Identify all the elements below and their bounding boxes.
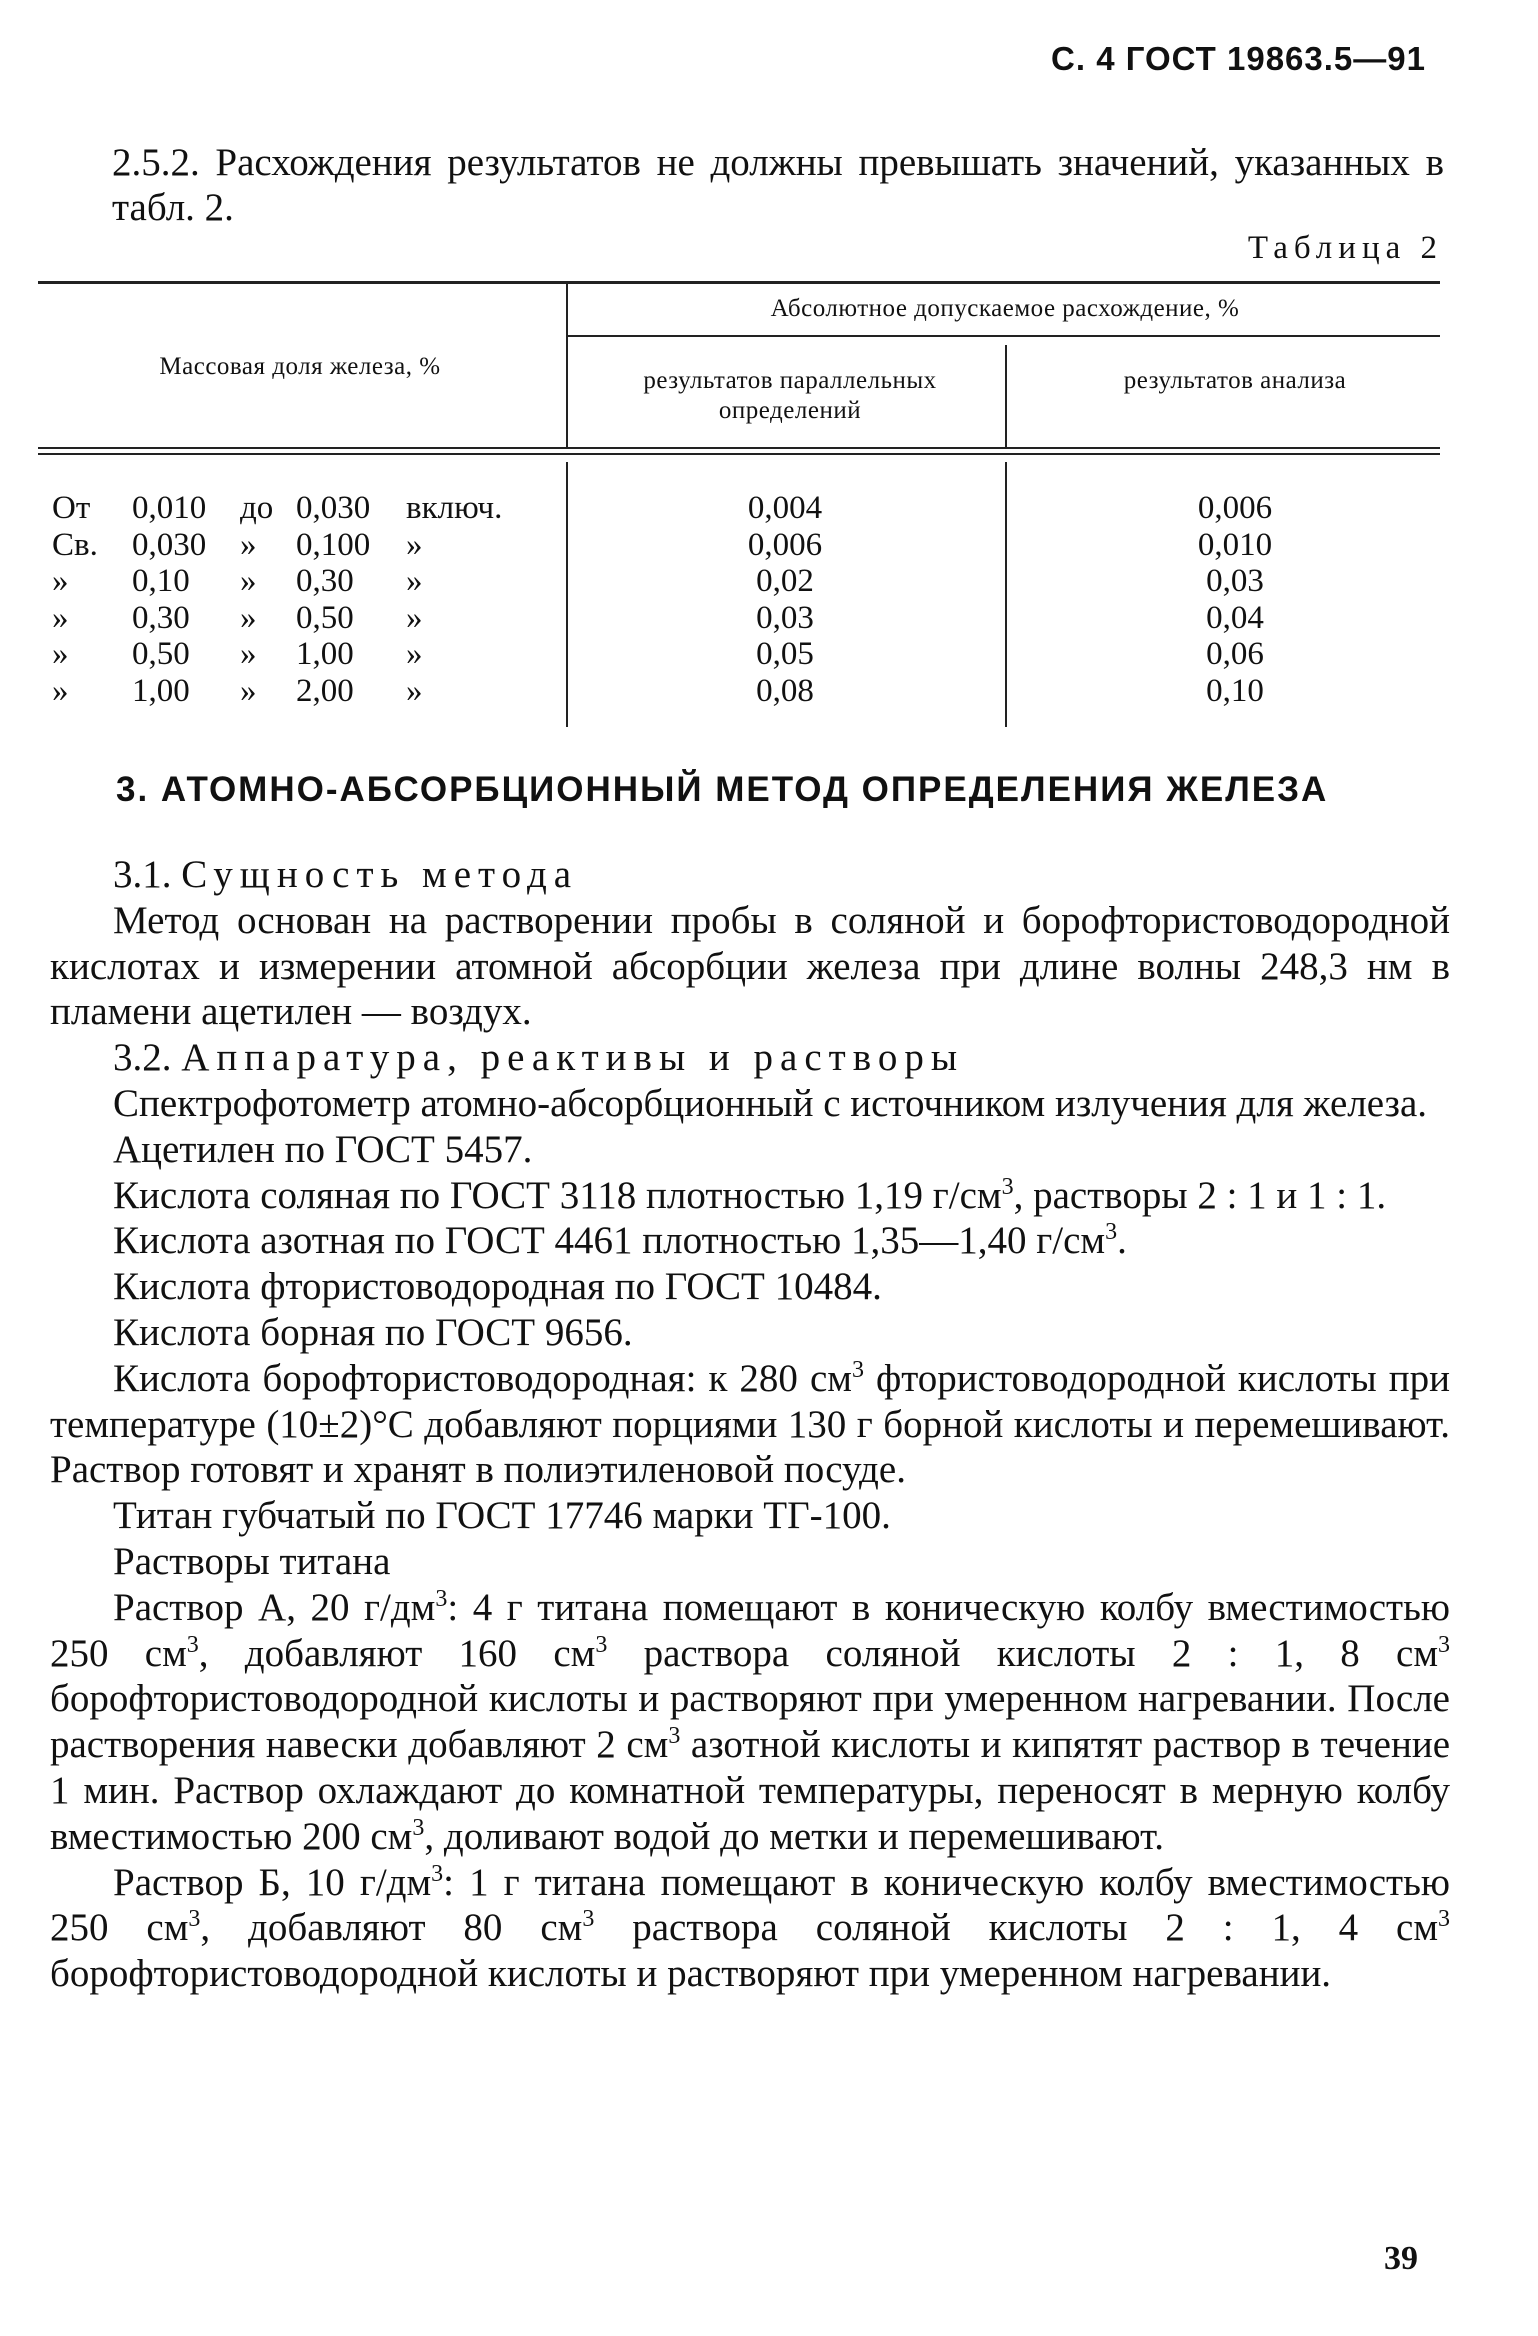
mass-range-to: 0,30 — [296, 563, 354, 599]
mass-range-suf: » — [406, 563, 423, 599]
table-analysis-column — [1130, 490, 1340, 709]
mass-range-from: 0,30 — [132, 599, 190, 636]
table-row — [52, 636, 526, 673]
analysis-value: 0,03 — [1206, 563, 1264, 599]
item-acetylene: Ацетилен по ГОСТ 5457. — [113, 1127, 533, 1171]
header-parallel: результатов параллельных определений — [643, 367, 937, 424]
item-titanium-solutions: Растворы титана — [113, 1539, 391, 1583]
table-parallel-column — [680, 490, 890, 709]
table-vrule-1 — [566, 282, 568, 448]
item-solution-a: Раствор А, 20 $г/дм^3$: 4 г титана помещают в коническую колбу вместимостью 250 $см^3$, добавляют 160 $см^3$ раствора соляной кислоты 2 : 1, 8 $см^3$ борофтористоводородной кислоты и растворяют при умеренном нагревании. После растворения навески добавляют 2 $см^3$ азотной кислоты и кипятят раствор в течение 1 мин. Раствор охлаждают до комнатной температуры, переносят в мерную колбу вместимостью 200 $см^3$, доливают водой до метки и перемешивают. — [50, 1585, 1451, 1858]
table-row — [52, 527, 526, 564]
mass-range-from: 0,10 — [132, 563, 190, 599]
mass-range-suf: » — [406, 599, 423, 636]
mass-range-suf: » — [406, 672, 423, 709]
mass-range-to: 2,00 — [296, 672, 354, 709]
mass-range-from: 1,00 — [132, 672, 190, 709]
parallel-value: 0,02 — [756, 563, 814, 599]
header-mass-fraction: Массовая доля железа, % — [159, 353, 441, 380]
mass-range-mid: » — [240, 563, 257, 599]
section-3-body — [50, 852, 1450, 1997]
mass-range-pre: » — [52, 563, 69, 599]
mass-range-to: 0,030 — [296, 490, 371, 526]
table-label: Таблица 2 — [1247, 230, 1443, 266]
parallel-value: 0,05 — [756, 636, 814, 672]
table-vrule-2 — [1005, 345, 1007, 448]
item-spectrophotometer: Спектрофотометр атомно-абсорбционный с источником излучения для железа. — [113, 1081, 1428, 1125]
table-mass-column — [52, 490, 526, 709]
mass-range-from: 0,50 — [132, 636, 190, 672]
table-sub-rule — [566, 335, 1440, 337]
page-header: С. 4 ГОСТ 19863.5—91 — [1051, 40, 1426, 77]
analysis-value: 0,006 — [1197, 490, 1273, 526]
mass-range-pre: » — [52, 599, 69, 636]
mass-range-mid: до — [240, 490, 274, 526]
analysis-value: 0,10 — [1206, 672, 1264, 709]
clause-3-2-number: 3.2. — [113, 1036, 172, 1080]
parallel-value: 0,08 — [756, 672, 814, 709]
item-hydrochloric-acid: Кислота соляная по ГОСТ 3118 плотностью 1,19 $г/см^3$, растворы 2 : 1 и 1 : 1. — [113, 1173, 1387, 1217]
header-analysis: результатов анализа — [1123, 367, 1347, 394]
mass-range-pre: Св. — [52, 526, 98, 563]
clause-3-2-heading — [50, 1035, 1450, 1081]
mass-range-mid: » — [240, 526, 257, 563]
parallel-value: 0,004 — [747, 490, 823, 526]
mass-range-suf: включ. — [406, 490, 503, 526]
item-titanium-sponge: Титан губчатый по ГОСТ 17746 марки ТГ-100. — [113, 1494, 891, 1538]
table-row — [52, 563, 526, 600]
mass-range-to: 0,50 — [296, 599, 354, 636]
table-row — [52, 490, 526, 527]
clause-3-1-title: Сущность метода — [181, 853, 579, 896]
mass-range-suf: » — [406, 526, 423, 563]
table-row — [52, 600, 526, 637]
item-fluoroboric-acid: Кислота борофтористоводородная: к 280 $см^3$ фтористоводородной кислоты при температуре (10±2)°С добавляют порциями 130 г борной кислоты и перемешивают. Раствор готовят и хранят в полиэтиленовой посуде. — [50, 1356, 1450, 1492]
mass-range-from: 0,030 — [132, 526, 207, 563]
item-solution-b: Раствор Б, 10 $г/дм^3$: 1 г титана помещают в коническую колбу вместимостью 250 $см^3$, добавляют 80 $см^3$ раствора соляной кислоты 2 : 1, 4 $см^3$ борофтористоводородной кислоты и растворяют при умеренном нагревании. — [50, 1860, 1451, 1996]
table-header-rule — [38, 447, 1440, 449]
parallel-value: 0,03 — [756, 599, 814, 636]
clause-3-1-number: 3.1. — [113, 853, 172, 896]
mass-range-suf: » — [406, 636, 423, 672]
header-abs-deviation: Абсолютное допускаемое расхождение, % — [770, 295, 1240, 322]
mass-range-pre: » — [52, 672, 69, 709]
mass-range-mid: » — [240, 672, 257, 709]
mass-range-to: 0,100 — [296, 526, 371, 563]
mass-range-pre: От — [52, 490, 91, 526]
analysis-value: 0,06 — [1206, 636, 1264, 672]
section-3-title: 3. АТОМНО-АБСОРБЦИОННЫЙ МЕТОД ОПРЕДЕЛЕНИЯ ЖЕЛЕЗА — [116, 770, 1329, 809]
item-hydrofluoric-acid: Кислота фтористоводородная по ГОСТ 10484. — [113, 1265, 882, 1309]
clause-2-5-2: 2.5.2. Расхождения результатов не должны превышать значений, указанных в табл. 2. — [112, 141, 1444, 229]
table-header-rule-2 — [38, 453, 1440, 455]
mass-range-mid: » — [240, 599, 257, 636]
mass-range-to: 1,00 — [296, 636, 354, 672]
table-vrule-1b — [566, 462, 568, 727]
page-number: 39 — [1384, 2240, 1418, 2277]
clause-3-1-text: Метод основан на растворении пробы в соляной и борофтористоводородной кислотах и измерении атомной абсорбции железа при длине волны 248,3 нм в пламени ацетилен — воздух. — [50, 898, 1450, 1034]
item-boric-acid: Кислота борная по ГОСТ 9656. — [113, 1310, 633, 1354]
analysis-value: 0,04 — [1206, 599, 1264, 636]
mass-range-pre: » — [52, 636, 69, 672]
item-nitric-acid: Кислота азотная по ГОСТ 4461 плотностью 1,35—1,40 $г/см^3$. — [113, 1219, 1127, 1263]
analysis-value: 0,010 — [1197, 526, 1273, 563]
mass-range-from: 0,010 — [132, 490, 207, 526]
mass-range-mid: » — [240, 636, 257, 672]
clause-3-2-title: Аппаратура, реактивы и растворы — [181, 1036, 965, 1080]
parallel-value: 0,006 — [747, 526, 823, 563]
table-vrule-2b — [1005, 462, 1007, 727]
table-row — [52, 673, 526, 710]
clause-3-1-heading — [50, 852, 1450, 898]
table-top-rule — [38, 281, 1440, 284]
